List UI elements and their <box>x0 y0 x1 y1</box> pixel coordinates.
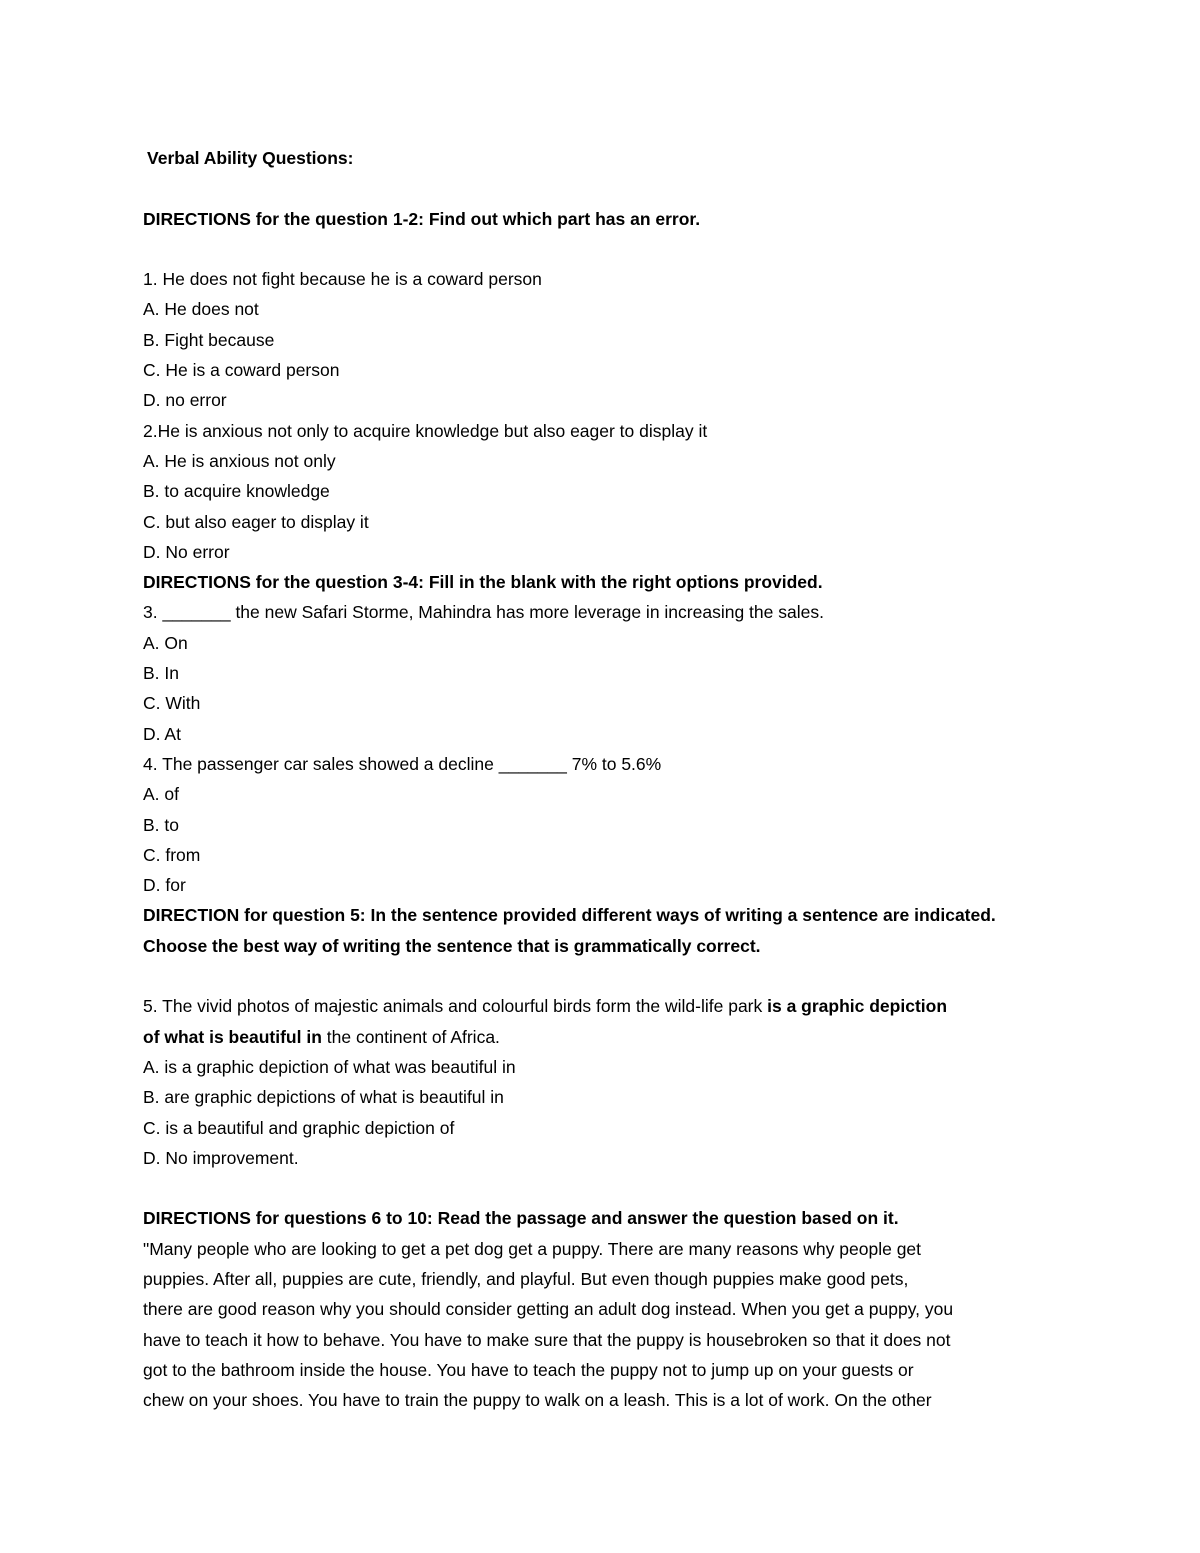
question-1-stem: 1. He does not fight because he is a coward person <box>143 269 542 290</box>
question-4-option-a: A. of <box>143 784 179 805</box>
question-4-option-b: B. to <box>143 814 179 835</box>
passage-line: got to the bathroom inside the house. You have to teach the puppy not to jump up on your guests or <box>143 1359 914 1380</box>
question-5-option-d: D. No improvement. <box>143 1147 299 1168</box>
question-2-option-b: B. to acquire knowledge <box>143 481 330 502</box>
question-5-stem-text-2: the continent of Africa. <box>321 1026 500 1047</box>
question-4-stem: 4. The passenger car sales showed a decline _______ 7% to 5.6% <box>143 753 662 774</box>
directions-q3-4: DIRECTIONS for the question 3-4: Fill in the blank with the right options provided. <box>143 572 823 593</box>
question-1-option-d: D. no error <box>143 390 227 411</box>
passage-line: have to teach it how to behave. You have to make sure that the puppy is housebroken so that it does not <box>143 1329 951 1350</box>
question-3-stem: 3. _______ the new Safari Storme, Mahindra has more leverage in increasing the sales. <box>143 602 824 623</box>
question-5-stem-text: 5. The vivid photos of majestic animals and colourful birds form the wild-life park <box>143 996 768 1017</box>
question-3-option-c: C. With <box>143 693 201 714</box>
question-2-option-d: D. No error <box>143 541 230 562</box>
question-1-option-a: A. He does not <box>143 299 259 320</box>
passage-line: there are good reason why you should consider getting an adult dog instead. When you get a puppy, you <box>143 1299 954 1320</box>
spacer <box>143 1173 1063 1203</box>
question-4-option-d: D. for <box>143 875 186 896</box>
question-4-option-c: C. from <box>143 844 201 865</box>
question-2-option-c: C. but also eager to display it <box>143 511 369 532</box>
document-title: Verbal Ability Questions: <box>147 148 354 168</box>
document-body <box>143 143 1063 1415</box>
question-2-stem: 2.He is anxious not only to acquire knowledge but also eager to display it <box>143 420 708 441</box>
question-5-stem-line1 <box>143 991 1063 1021</box>
question-5-stem-highlight-2: of what is beautiful in <box>143 1026 322 1047</box>
spacer <box>143 234 1063 264</box>
passage-line: puppies. After all, puppies are cute, friendly, and playful. But even though puppies make good pets, <box>143 1268 909 1289</box>
directions-q1-2: DIRECTIONS for the question 1-2: Find out which part has an error. <box>143 208 701 229</box>
directions-q5-line2: Choose the best way of writing the sentence that is grammatically correct. <box>143 935 761 956</box>
question-5-stem-highlight: is a graphic depiction <box>767 996 948 1017</box>
question-5-option-a: A. is a graphic depiction of what was beautiful in <box>143 1056 516 1077</box>
question-2-option-a: A. He is anxious not only <box>143 450 336 471</box>
directions-q6-10: DIRECTIONS for questions 6 to 10: Read the passage and answer the question based on it. <box>143 1208 899 1229</box>
question-3-option-d: D. At <box>143 723 181 744</box>
question-3-option-a: A. On <box>143 632 188 653</box>
passage-line: "Many people who are looking to get a pet dog get a puppy. There are many reasons why people get <box>143 1238 922 1259</box>
passage-line: chew on your shoes. You have to train the puppy to walk on a leash. This is a lot of work. On the other <box>143 1390 932 1411</box>
question-1-option-b: B. Fight because <box>143 329 275 350</box>
spacer <box>143 173 1063 203</box>
question-5-option-c: C. is a beautiful and graphic depiction of <box>143 1117 455 1138</box>
directions-q5-line1: DIRECTION for question 5: In the sentence provided different ways of writing a sentence are indicated. <box>143 905 996 926</box>
spacer <box>143 961 1063 991</box>
question-1-option-c: C. He is a coward person <box>143 360 340 381</box>
question-3-option-b: B. In <box>143 663 179 684</box>
question-5-stem-line2 <box>143 1022 1063 1052</box>
question-5-option-b: B. are graphic depictions of what is beautiful in <box>143 1087 504 1108</box>
